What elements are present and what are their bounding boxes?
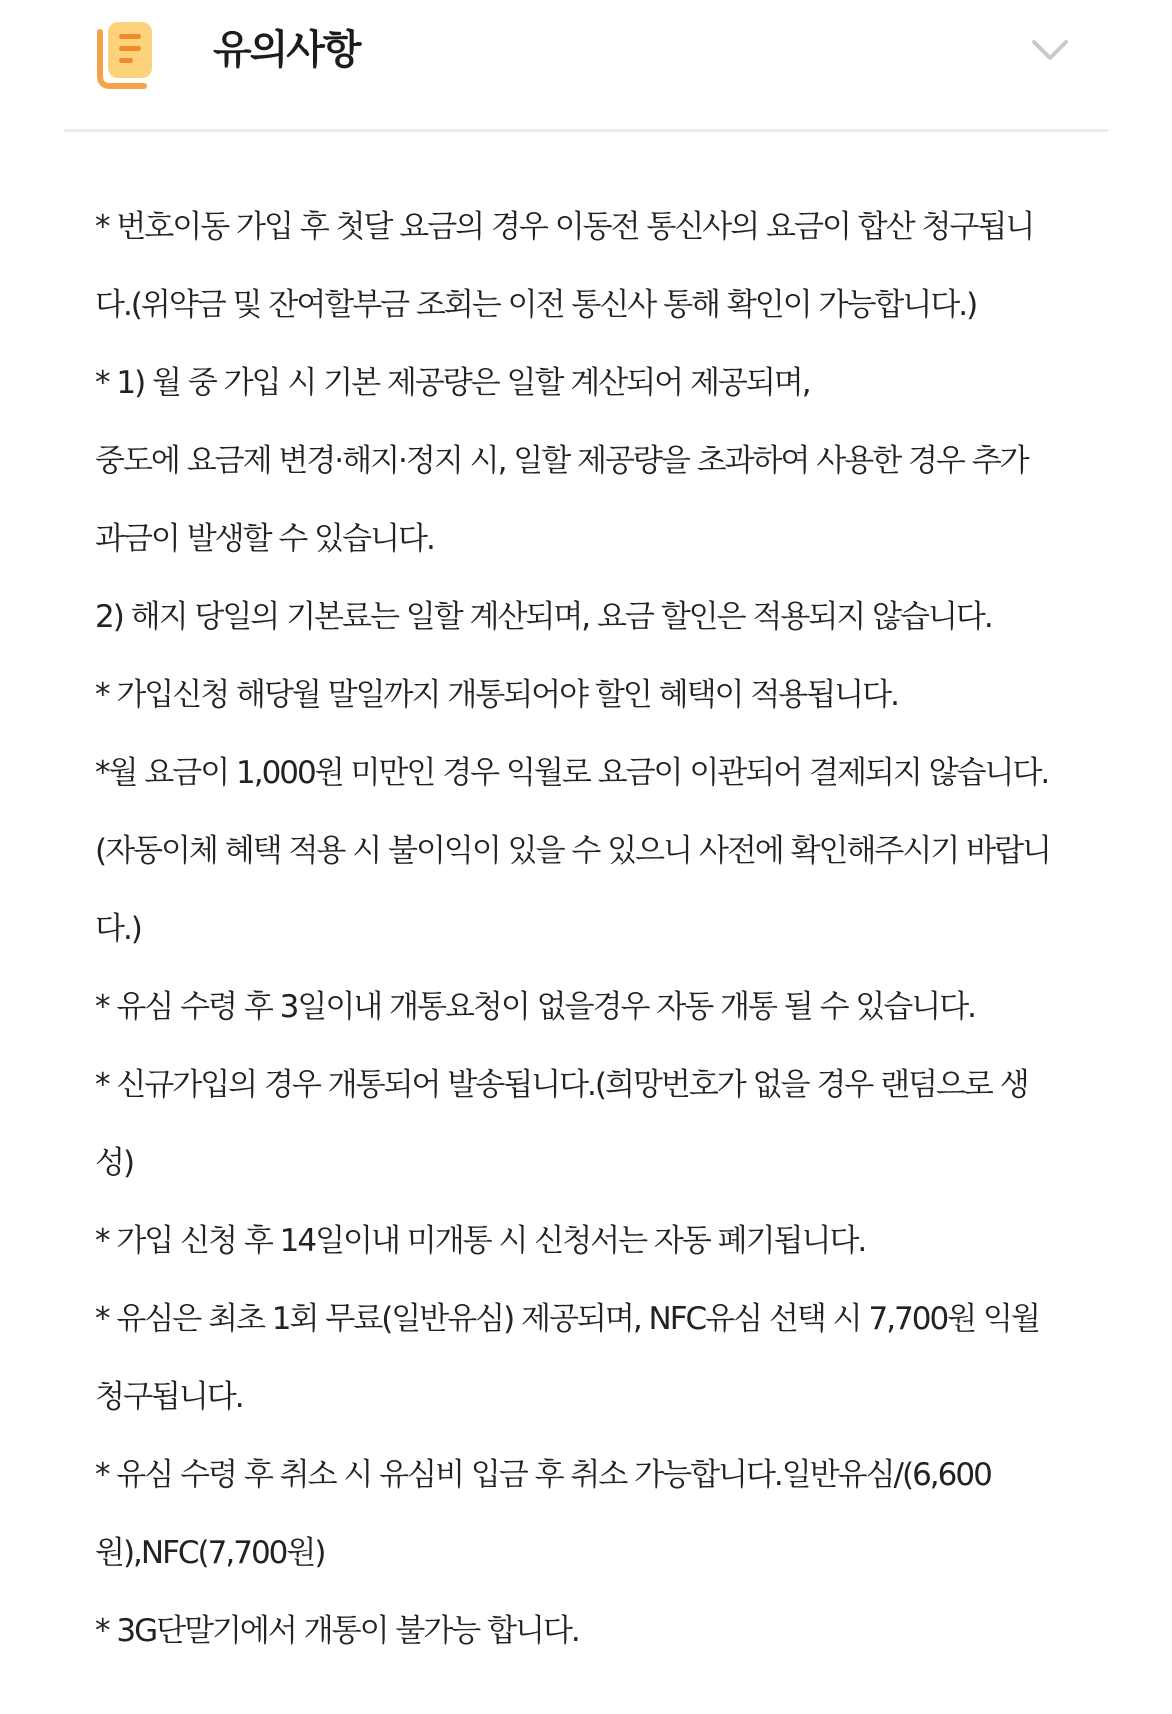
chevron-down-icon[interactable] — [1022, 26, 1078, 74]
notice-line: 중도에 요금제 변경·해지·정지 시, 일할 제공량을 초과하여 사용한 경우 추가 — [95, 443, 1028, 479]
notice-line: * 유심 수령 후 취소 시 유심비 입금 후 취소 가능합니다.일반유심/(6,600 — [95, 1457, 991, 1493]
notice-line: * 유심 수령 후 3일이내 개통요청이 없을경우 자동 개통 될 수 있습니다. — [95, 989, 976, 1025]
notice-line: * 3G단말기에서 개통이 불가능 합니다. — [95, 1613, 579, 1649]
notice-header[interactable] — [64, 0, 1108, 132]
notice-line: * 신규가입의 경우 개통되어 발송됩니다.(희망번호가 없을 경우 랜덤으로 생 — [95, 1067, 1028, 1103]
notice-line: 청구됩니다. — [95, 1379, 243, 1415]
notice-line: 다.(위약금 및 잔여할부금 조회는 이전 통신사 통해 확인이 가능합니다.) — [95, 287, 977, 323]
notice-line: 다.) — [95, 911, 141, 947]
notice-line: * 유심은 최초 1회 무료(일반유심) 제공되며, NFC유심 선택 시 7,700원 익월 — [95, 1301, 1039, 1337]
notice-line: * 가입 신청 후 14일이내 미개통 시 신청서는 자동 폐기됩니다. — [95, 1223, 866, 1259]
notice-line: 2) 해지 당일의 기본료는 일할 계산되며, 요금 할인은 적용되지 않습니다. — [95, 599, 992, 635]
notice-line: 과금이 발생할 수 있습니다. — [95, 521, 434, 557]
notice-line: * 번호이동 가입 후 첫달 요금의 경우 이동전 통신사의 요금이 합산 청구됩니 — [95, 209, 1034, 245]
notice-line: * 1) 월 중 가입 시 기본 제공량은 일할 계산되어 제공되며, — [95, 365, 810, 401]
notice-list — [95, 188, 1075, 1670]
notice-line: (자동이체 혜택 적용 시 불이익이 있을 수 있으니 사전에 확인해주시기 바랍니 — [95, 833, 1050, 869]
memo-icon — [94, 20, 156, 90]
notice-line: 원),NFC(7,700원) — [95, 1535, 325, 1571]
notice-line: *월 요금이 1,000원 미만인 경우 익월로 요금이 이관되어 결제되지 않습니다. — [95, 755, 1049, 791]
notice-line: 성) — [95, 1145, 134, 1181]
page-title: 유의사항 — [213, 27, 360, 73]
notice-line: * 가입신청 해당월 말일까지 개통되어야 할인 혜택이 적용됩니다. — [95, 677, 898, 713]
